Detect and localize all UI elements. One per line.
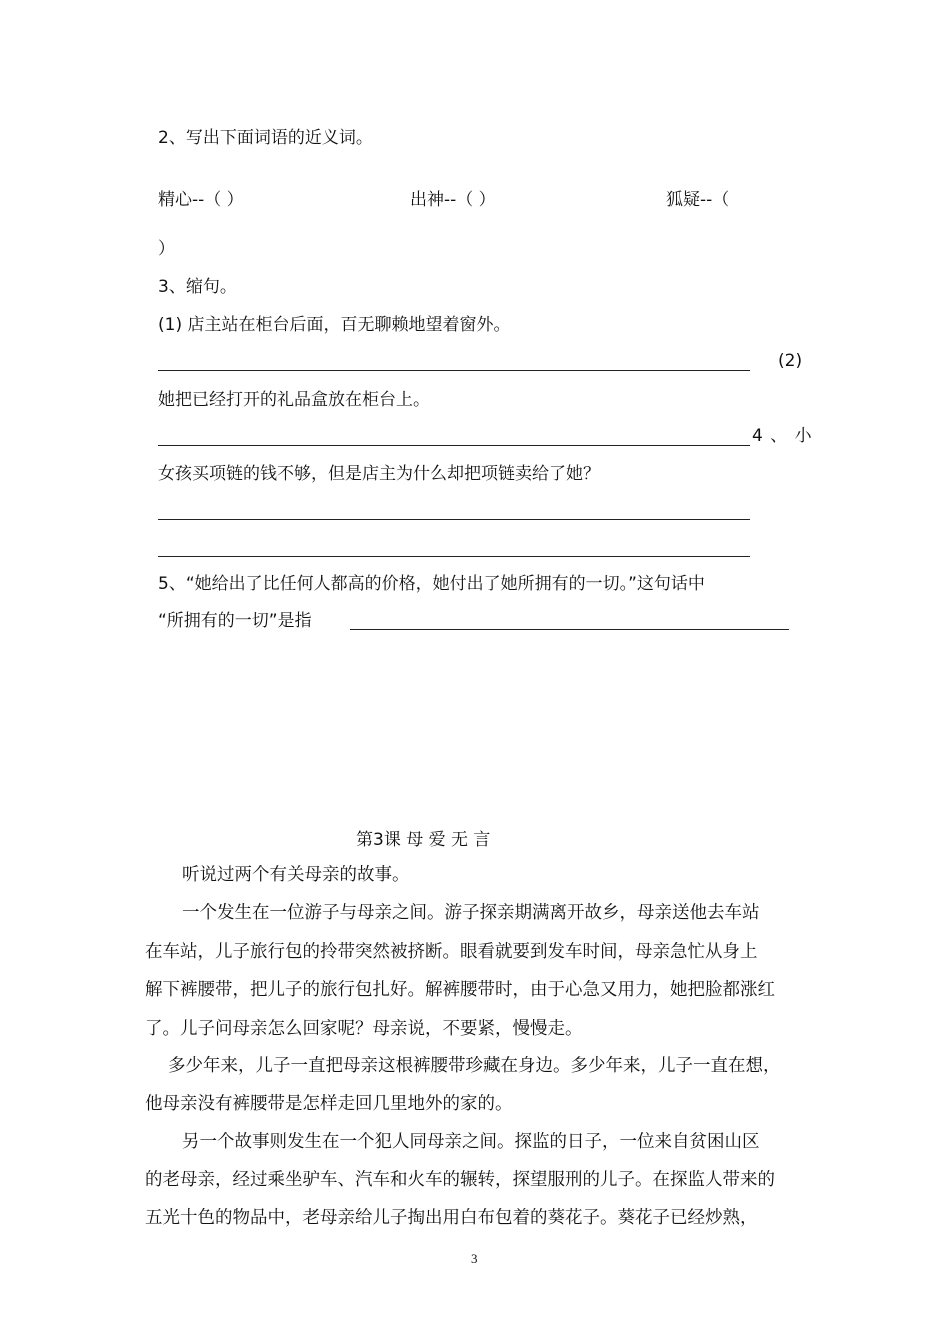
- answer-line-q3-1[interactable]: [158, 370, 750, 371]
- answer-line-q4-2[interactable]: [158, 556, 750, 557]
- lesson-paragraph-line: 一个发生在一位游子与母亲之间。游子探亲期满离开故乡，母亲送他去车站: [182, 903, 760, 923]
- lesson-paragraph-line: 在车站，儿子旅行包的拎带突然被挤断。眼看就要到发车时间，母亲急忙从身上: [145, 942, 758, 962]
- q2-item-huyi: 狐疑--（: [666, 190, 730, 210]
- q2-wrap-paren: ）: [158, 239, 175, 259]
- lesson-paragraph-line: 他母亲没有裤腰带是怎样走回几里地外的家的。: [145, 1094, 513, 1114]
- q4-number: 4 、 小: [752, 426, 813, 446]
- answer-line-q3-2[interactable]: [158, 445, 750, 446]
- q2-heading: 2、写出下面词语的近义词。: [158, 128, 373, 148]
- lesson-paragraph-line: 了。儿子问母亲怎么回家呢？母亲说，不要紧，慢慢走。: [145, 1019, 583, 1039]
- lesson-paragraph-line: 多少年来，儿子一直把母亲这根裤腰带珍藏在身边。多少年来，儿子一直在想，: [168, 1056, 781, 1076]
- lesson-title: 第3课 母 爱 无 言: [356, 830, 491, 850]
- lesson-paragraph-line: 解下裤腰带，把儿子的旅行包扎好。解裤腰带时，由于心急又用力，她把脸都涨红: [145, 980, 775, 1000]
- q3-sentence-2-number: (2): [778, 351, 803, 371]
- q3-sentence-2: 她把已经打开的礼品盒放在柜台上。: [158, 390, 430, 410]
- lesson-paragraph-line: 听说过两个有关母亲的故事。: [182, 865, 410, 885]
- page-number: 3: [471, 1251, 478, 1266]
- lesson-paragraph-line: 另一个故事则发生在一个犯人同母亲之间。探监的日子，一位来自贫困山区: [182, 1132, 760, 1152]
- answer-line-q5[interactable]: [350, 629, 789, 630]
- q5-line-2: “所拥有的一切”是指: [158, 611, 312, 631]
- q3-sentence-1: (1) 店主站在柜台后面，百无聊赖地望着窗外。: [158, 315, 511, 335]
- q2-item-jingxin: 精心--（ ）: [158, 190, 244, 210]
- q4-question: 女孩买项链的钱不够，但是店主为什么却把项链卖给了她？: [158, 464, 600, 484]
- q2-item-chushen: 出神--（ ）: [410, 190, 496, 210]
- lesson-paragraph-line: 五光十色的物品中，老母亲给儿子掏出用白布包着的葵花子。葵花子已经炒熟，: [145, 1208, 758, 1228]
- q5-line-1: 5、“她给出了比任何人都高的价格，她付出了她所拥有的一切。”这句话中: [158, 574, 705, 594]
- lesson-paragraph-line: 的老母亲，经过乘坐驴车、汽车和火车的辗转，探望服刑的儿子。在探监人带来的: [145, 1170, 775, 1190]
- answer-line-q4-1[interactable]: [158, 519, 750, 520]
- q3-heading: 3、缩句。: [158, 277, 237, 297]
